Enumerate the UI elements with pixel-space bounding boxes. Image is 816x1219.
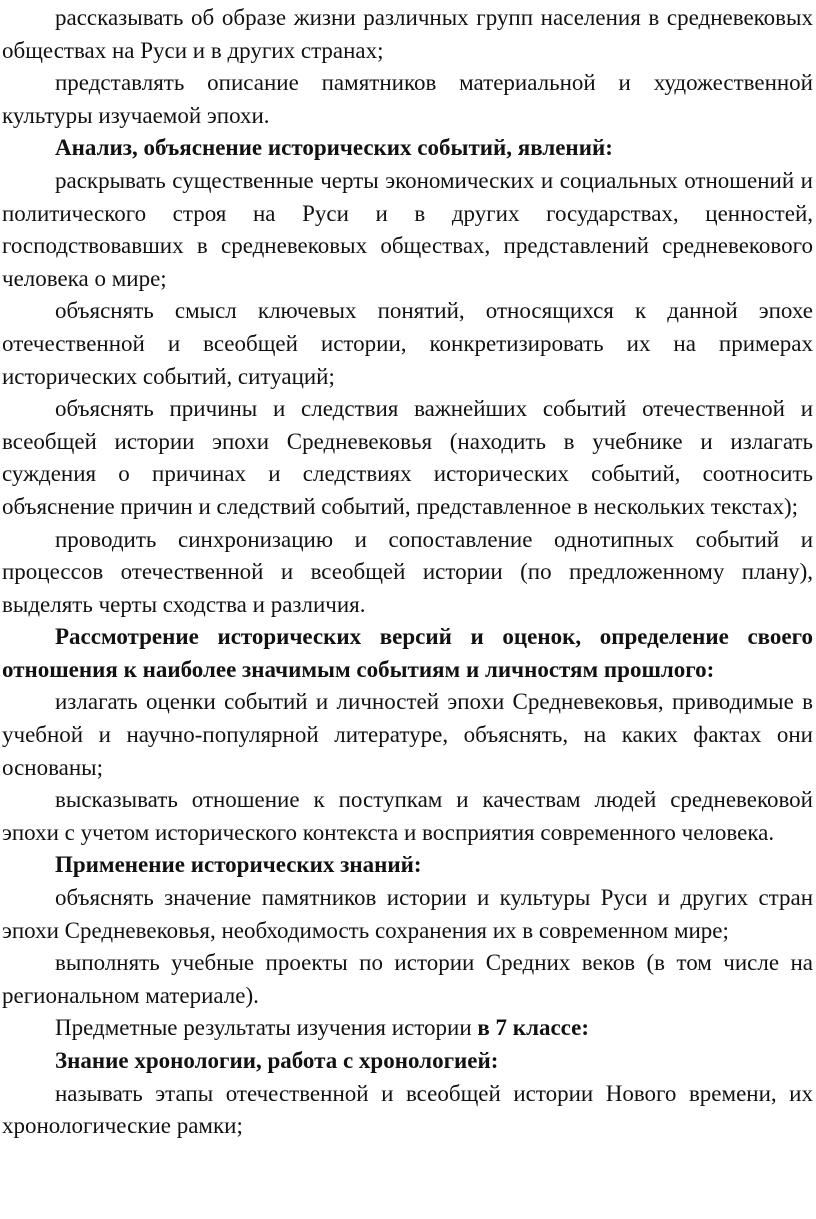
heading-chronology: Знание хронологии, работа с хронологией:	[55, 1048, 499, 1073]
heading-analysis: Анализ, объяснение исторических событий, явлений:	[55, 135, 613, 161]
paragraph-assessments: излагать оценки событий и личностей эпохи Средневековья, приводимые в учебной и научно-популярной литературе, объяснять, на каких фактах они основаны;	[2, 689, 813, 780]
grade-7-bold-text: в 7 классе:	[477, 1015, 590, 1041]
paragraph-monuments-significance: объяснять значение памятников истории и культуры Руси и других стран эпохи Средневековья, необходимость сохранения их в современном мире;	[2, 885, 813, 943]
heading-versions-assessments: Рассмотрение исторических версий и оценок, определение своего отношения к наиболее значимым событиям и личностям прошлого:	[2, 624, 813, 682]
paragraph-key-concepts: объяснять смысл ключевых понятий, относящихся к данной эпохе отечественной и всеобщей истории, конкретизировать их на примерах исторических событий, ситуаций;	[2, 298, 813, 389]
paragraph-grade-7-results	[2, 1012, 813, 1045]
paragraph-attitude: высказывать отношение к поступкам и качествам людей средневековой эпохи с учетом исторического контекста и восприятия современного человека.	[2, 787, 813, 845]
paragraph-projects: выполнять учебные проекты по истории Средних веков (в том числе на региональном материале).	[2, 950, 813, 1008]
document-page	[2, 2, 813, 1143]
paragraph-modern-era-stages: называть этапы отечественной и всеобщей истории Нового времени, их хронологические рамки;	[2, 1080, 813, 1139]
heading-application: Применение исторических знаний:	[55, 852, 422, 878]
paragraph-economic-features: раскрывать существенные черты экономических и социальных отношений и политического строя на Руси и в других государствах, ценностей, господствовавших в средневековых обществах, представлений средневекового человека о мире;	[2, 167, 813, 291]
paragraph-monuments-description: представлять описание памятников материальной и художественной культуры изучаемой эпохи.	[2, 70, 813, 128]
paragraph-causes-effects: объяснять причины и следствия важнейших событий отечественной и всеобщей истории эпохи Средневековья (находить в учебнике и излагать суждения о причинах и следствиях исторических событий, соотносить объяснение причин и следствий событий, представленное в нескольких текстах);	[2, 396, 813, 519]
paragraph-synchronization: проводить синхронизацию и сопоставление однотипных событий и процессов отечественной и всеобщей истории (по предложенному плану), выделять черты сходства и различия.	[2, 526, 813, 617]
grade-7-intro-text: Предметные результаты изучения истории	[55, 1015, 478, 1041]
paragraph-lifestyle: рассказывать об образе жизни различных групп населения в средневековых обществах на Руси и в других странах;	[2, 5, 813, 63]
